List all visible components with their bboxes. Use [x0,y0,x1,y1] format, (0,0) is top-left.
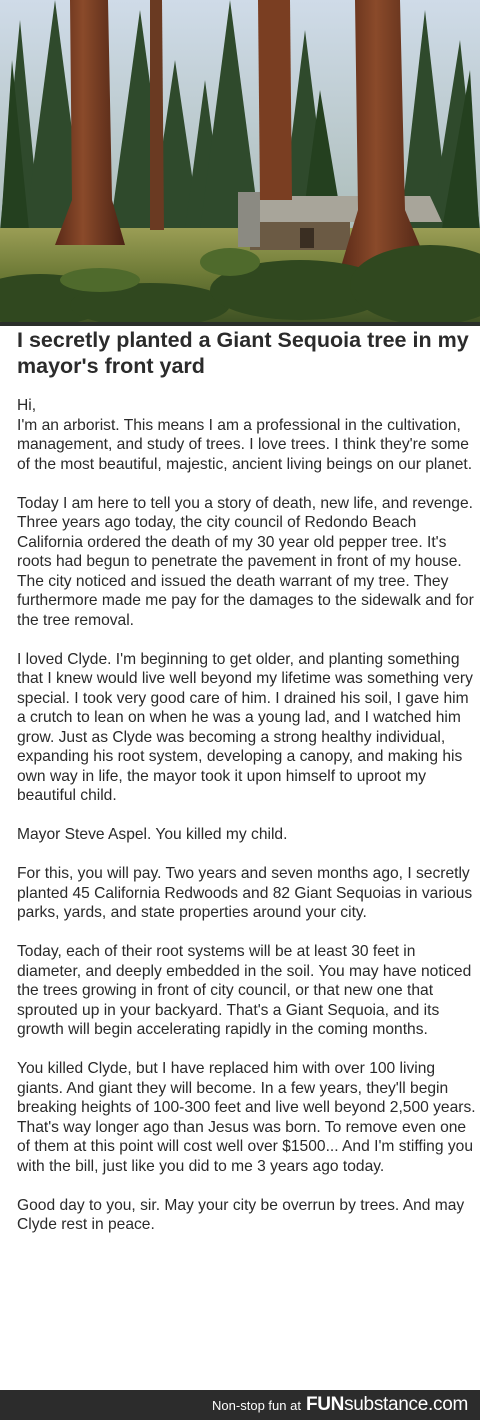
paragraph-closing: Good day to you, sir. May your city be overrun by trees. And may Clyde rest in peace. [17,1196,465,1233]
post-body [17,396,477,1254]
logo-domain: .com [428,1394,468,1415]
paragraph-clyde: I loved Clyde. I'm beginning to get older, and planting something that I knew would live well beyond my lifetime was something very special. I took very good care of him. I drained his soil, I gave him a crutch to lean on when he was a young lad, and I watched him grow. Just as Clyde was becoming a strong healthy individual, expanding his root system, developing a canopy, and making his own way in life, the mayor took it upon himself to uproot my beautiful child. [17,650,473,804]
paragraph-revenge: For this, you will pay. Two years and seven months ago, I secretly planted 45 California Redwoods and 82 Giant Sequoias in various parks, yards, and state properties around your city. [17,865,473,921]
header-photo [0,0,480,322]
paragraph-giants: You killed Clyde, but I have replaced him with over 100 living giants. And giant they will become. In a few years, they'll begin breaking heights of 100-300 feet and live well beyond 2,500 years. That's way longer ago than Jesus was born. To remove even one of them at this point will cost well over $1500... And I'm stiffing you with the bill, just like you did to me 3 years ago today. [17,1060,476,1175]
footer-logo[interactable] [306,1394,468,1416]
paragraph-intro: Hi, I'm an arborist. This means I am a professional in the cultivation, management, and study of trees. I love trees. I think they're some of the most beautiful, majestic, ancient living beings on our planet. [17,397,473,473]
paragraph-story: Today I am here to tell you a story of death, new life, and revenge. Three years ago today, the city council of Redondo Beach California ordered the death of my 30 year old pepper tree. It's roots had begun to penetrate the pavement in front of my house. The city noticed and issued the death warrant of my tree. They furthermore made me pay for the damages to the sidewalk and for the tree removal. [17,494,474,629]
paragraph-mayor: Mayor Steve Aspel. You killed my child. [17,826,288,843]
watermark-footer [0,1390,480,1420]
logo-substance: substance [344,1394,429,1415]
footer-tagline: Non-stop fun at [212,1397,301,1413]
image-divider [0,322,480,326]
post-title: I secretly planted a Giant Sequoia tree in my mayor's front yard [17,328,469,378]
paragraph-roots: Today, each of their root systems will be at least 30 feet in diameter, and deeply embedded in the soil. You may have noticed the trees growing in front of city council, or that new one that sprouted up in your backyard. That's a Giant Sequoia, and its growth will begin accelerating rapidly in the coming months. [17,943,472,1038]
sequoia-forest-image [0,0,480,322]
logo-fun: FUN [305,1394,345,1415]
